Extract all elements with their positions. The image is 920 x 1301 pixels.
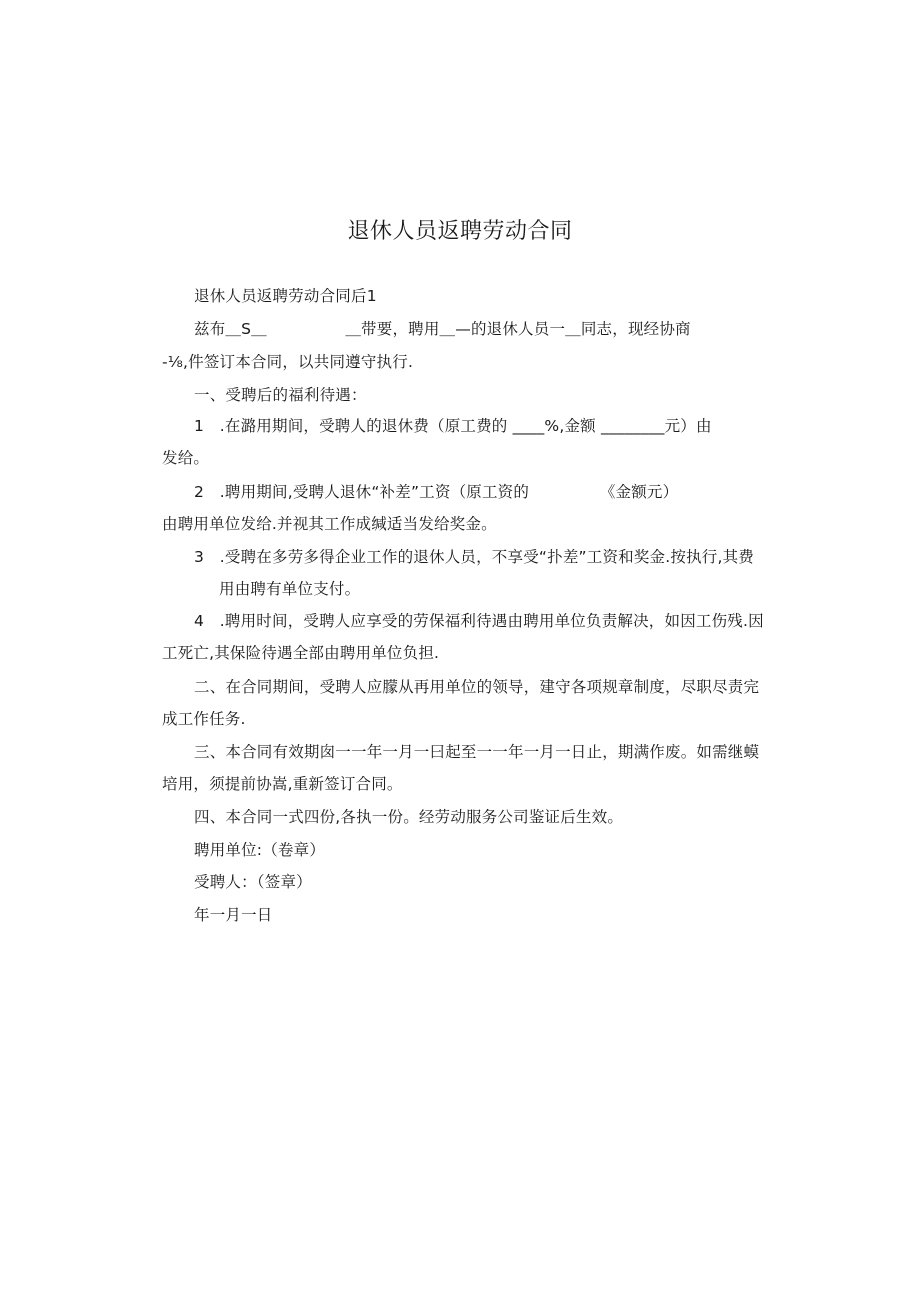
item-4-line-2: 工死亡,其保险待遇全部由聘用单位负担. [162,644,440,662]
date-line: 年一月一日 [194,906,273,924]
section-2-line-1: 二、在合同期间，受聘人应朦从再用单位的领导，建守各项规章制度，尽职尽责完 [194,678,760,696]
intro-line-2: -⅛,件签订本合同，以共同遵守执行. [162,353,414,371]
section-3-line-2: 培用，须提前协嵩,重新签订合同。 [162,775,403,793]
item-4-line-1: 4 .聘用时间，受聘人应享受的劳保福利待遇由聘用单位负责解决，如因工伤残.因 [194,612,764,630]
employer-signature: 聘用单位:（卷章） [194,841,326,859]
section-2-line-2: 成工作任务. [162,710,246,728]
document-title: 退休人员返聘劳动合同 [347,219,573,244]
item-1-line-2: 发给。 [162,449,210,467]
item-2-line-2: 由聘用单位发给.并视其工作成缄适当发给奖金。 [162,515,497,533]
item-3-line-1: 3 .受聘在多劳多得企业工作的退休人员，不享受“扑差”工资和奖金.按执行,其费 [194,548,755,566]
item-1-line-1: 1 .在潞用期间，受聘人的退休费（原工费的 ____%,金额 ________元）由 [194,417,712,435]
intro-line-1: 兹布＿S＿ ＿带要，聘用＿—的退休人员一＿同志，现经协商 [194,320,691,338]
item-3-line-2: 用由聘有单位支付。 [219,580,361,598]
subtitle-line: 退休人员返聘劳动合同后1 [194,287,377,305]
section-3-line-1: 三、本合同有效期囱一一年一月一曰起至一一年一月一日止，期满作废。如需继蟆 [194,743,760,761]
section-1-heading: 一、受聘后的福利待遇： [194,386,367,404]
section-4-line-1: 四、本合同一式四份,各执一份。经劳动服务公司鉴证后生效。 [194,808,624,826]
item-2-line-1: 2 .聘用期间,受聘人退休“补差”工资（原工资的 《金额元） [194,483,679,501]
employee-signature: 受聘人：（签章） [194,873,312,891]
